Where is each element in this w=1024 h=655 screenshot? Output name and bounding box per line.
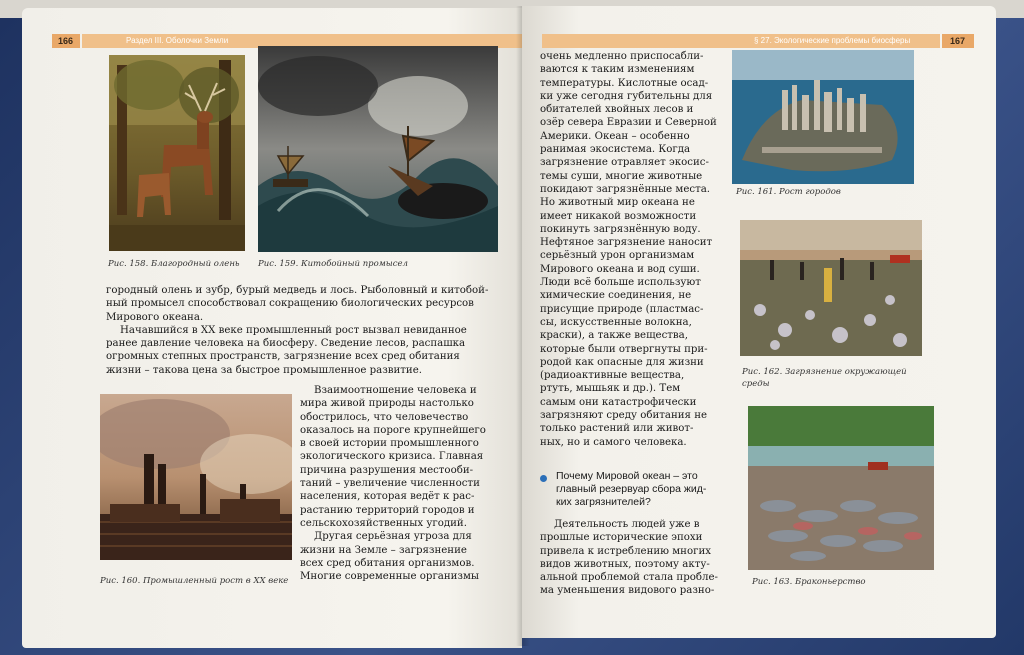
text-line: краски), а также вещества,	[540, 330, 688, 342]
text-line: загрязнение отравляет экосис-	[540, 157, 709, 169]
text-line: озёр севера Евразии и Северной	[540, 117, 717, 129]
text-line: жизни на Земле – загрязнение	[300, 544, 467, 556]
figure-deer-image	[109, 55, 245, 251]
running-head: Раздел III. Оболочки Земли	[126, 36, 229, 45]
figure-caption: Рис. 158. Благородный олень	[108, 259, 240, 269]
text-line: (радиоактивные вещества,	[540, 370, 685, 382]
figure-whaling-image	[258, 46, 498, 252]
text-line: огромных степных пространств, загрязнение всех сред обитания	[106, 351, 460, 363]
text-line: обитателей хвойных лесов и	[540, 104, 694, 116]
text-line: главный резервуар сбора жид-	[556, 483, 707, 495]
text-line: Многие современные организмы	[300, 571, 480, 583]
figure-city-image	[732, 50, 914, 184]
body-text-main	[540, 50, 740, 449]
text-line: растанию территорий городов и	[300, 504, 475, 516]
text-line: ных, но и самого человека.	[540, 436, 687, 448]
text-line: всех сред обитания организмов.	[300, 557, 475, 569]
text-line: только растений или живот-	[540, 423, 694, 435]
text-line: городный олень и зубр, бурый медведь и лось. Рыболовный и китобой-	[106, 285, 489, 296]
text-line: Начавшийся в XX веке промышленный рост вызвал невиданное	[120, 324, 467, 336]
figure-caption: Рис. 160. Промышленный рост в XX веке	[100, 576, 289, 586]
figure-caption: Рис. 159. Китобойный промысел	[258, 259, 408, 269]
text-line: ный промысел способствовал сокращению биологических ресурсов	[106, 298, 474, 310]
body-text-top	[106, 284, 516, 377]
text-line: ртуть, мышьяк и др.). Тем	[540, 383, 681, 395]
body-text-bottom	[540, 518, 740, 598]
text-line: которые были отвергнуты при-	[540, 343, 708, 355]
text-line: очень медленно приспосабли-	[540, 51, 704, 62]
right-page	[522, 6, 996, 638]
text-line: экологического кризиса. Главная	[300, 451, 484, 463]
figure-caption: Рис. 162. Загрязнение окружающей среды	[742, 367, 907, 389]
figure-poaching-image	[748, 406, 934, 570]
text-line: Мирового океана и вод суши.	[540, 263, 700, 275]
running-head: § 27. Экологические проблемы биосферы	[754, 36, 911, 45]
text-line: самым они катастрофически	[540, 396, 697, 408]
text-line: температуры. Кислотные осад-	[540, 77, 709, 89]
text-line: Деятельность людей уже в	[554, 519, 700, 530]
text-line: обострилось, что человечество	[300, 411, 469, 423]
figure-caption: Рис. 161. Рост городов	[736, 187, 841, 197]
text-line: Нефтяное загрязнение наносит	[540, 237, 713, 249]
text-line: причина разрушения местооби-	[300, 464, 474, 476]
text-line: темы суши, многие животные	[540, 170, 703, 182]
text-line: мира живой природы настолько	[300, 398, 474, 410]
text-line: привела к истреблению многих	[540, 545, 711, 557]
text-line: ких загрязнителей?	[556, 496, 651, 508]
text-line: оказалось на пороге крупнейшего	[300, 424, 486, 436]
text-line: Взаимоотношение человека и	[314, 385, 477, 396]
text-line: покидают загрязнённые места.	[540, 183, 711, 195]
text-line: ранимая экосистема. Когда	[540, 144, 691, 156]
text-line: ма уменьшения видового разно-	[540, 585, 715, 597]
page-number: 166	[58, 36, 74, 46]
text-line: имеет никакой возможности	[540, 210, 697, 222]
text-line: ваются к таким изменениям	[540, 64, 695, 76]
text-line: Почему Мировой океан – это	[556, 470, 698, 482]
text-line: альной проблемой стала пробле-	[540, 572, 718, 584]
text-line: родой как опасные для жизни	[540, 356, 704, 368]
text-line: ки уже сегодня губительны для	[540, 90, 713, 102]
figure-caption: Рис. 163. Браконьерство	[752, 577, 866, 587]
page-number: 167	[950, 36, 966, 46]
body-text-side	[300, 384, 520, 583]
left-page	[22, 8, 522, 648]
text-line: Мирового океана.	[106, 311, 204, 323]
text-line: покинуть загрязнённую воду.	[540, 223, 701, 235]
text-line: присущие природе (пластмас-	[540, 303, 704, 315]
question-bullet	[540, 475, 547, 482]
text-line: Америки. Океан – особенно	[540, 130, 690, 142]
text-line: химические соединения, не	[540, 290, 692, 302]
text-line: населения, которая ведёт к рас-	[300, 491, 475, 503]
text-line: ранее давление человека на биосферу. Сведение лесов, распашка	[106, 338, 466, 350]
text-line: серьёзный урон организмам	[540, 250, 695, 262]
text-line: Но животный мир океана не	[540, 197, 695, 209]
text-line: прошлые исторические эпохи	[540, 532, 703, 544]
figure-pollution-image	[740, 220, 922, 356]
text-line: таний – увеличение численности	[300, 478, 480, 490]
question-text	[556, 470, 746, 509]
text-line: загрязняют среду обитания не	[540, 410, 708, 422]
text-line: сельскохозяйственных угодий.	[300, 517, 467, 529]
text-line: видов животных, поэтому акту-	[540, 558, 710, 570]
text-line: в своей истории промышленного	[300, 438, 479, 450]
text-line: сы, искусственные волокна,	[540, 316, 692, 328]
text-line: Другая серьёзная угроза для	[314, 531, 472, 543]
text-line: жизни – такова цена за быстрое промышленное развитие.	[106, 364, 422, 376]
text-line: Люди всё больше используют	[540, 277, 701, 289]
figure-industry-image	[100, 394, 292, 560]
